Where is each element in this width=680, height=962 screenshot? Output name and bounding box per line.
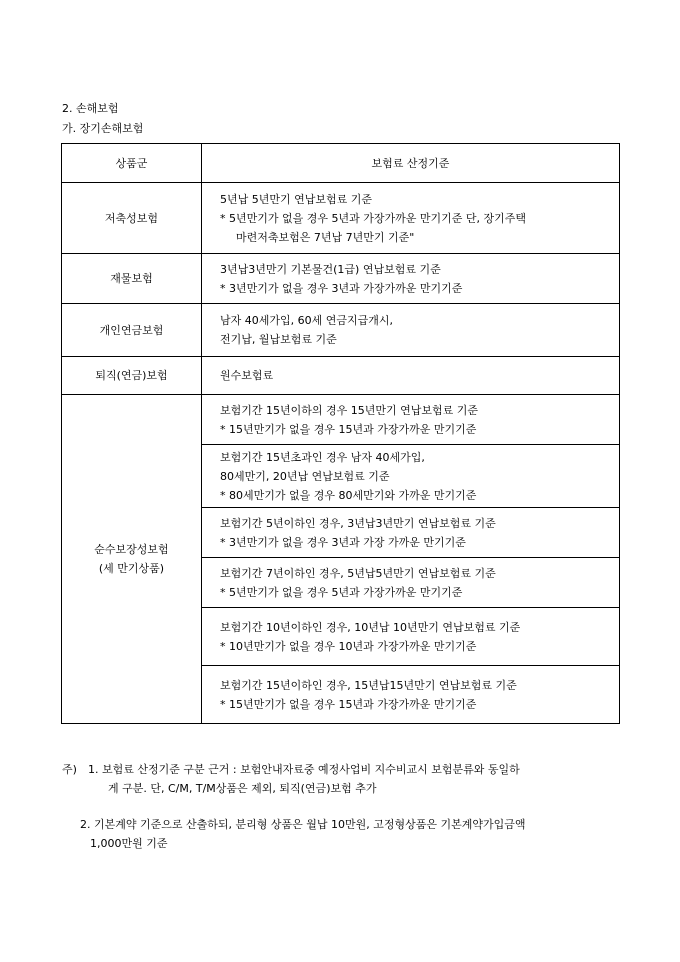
- category-sublabel: (세 만기상품): [98, 562, 165, 575]
- criteria-line: * 3년만기가 없을 경우 3년과 가장 가까운 만기기준: [220, 535, 466, 549]
- table-row: [62, 254, 620, 304]
- category-cell: [62, 357, 202, 395]
- criteria-cell: [202, 508, 620, 558]
- criteria-cell: [202, 254, 620, 304]
- footnote-line: [88, 760, 622, 779]
- table-row: [62, 304, 620, 357]
- category-label: 저축성보험: [104, 211, 159, 225]
- criteria-line: 보험기간 5년이하인 경우, 3년납3년만기 연납보험료 기준: [220, 516, 496, 530]
- footnote-item: [62, 760, 622, 798]
- table-row: [62, 183, 620, 254]
- category-label: 재물보험: [110, 272, 153, 285]
- premium-criteria-table: [61, 143, 620, 724]
- criteria-line: 보험기간 10년이하인 경우, 10년납 10년만기 연납보험료 기준: [220, 620, 521, 634]
- category-label: 퇴직(연금)보험: [95, 369, 168, 382]
- criteria-line: * 5년만기가 없을 경우 5년과 가장가까운 만기기준 단, 장기주택: [220, 211, 526, 225]
- table-row: [62, 357, 620, 395]
- category-label: 개인연금보험: [99, 323, 164, 337]
- footnote-text: 보험료 산정기준 구분 근거 : 보험안내자료중 예정사업비 지수비교시 보험분류와 동일하: [102, 763, 520, 776]
- category-cell: [62, 304, 202, 357]
- footnote-number: 1.: [88, 763, 99, 776]
- category-cell: [62, 254, 202, 304]
- footnote-marker: 주): [62, 763, 77, 776]
- criteria-line: 5년납 5년만기 연납보험료 기준: [220, 192, 372, 206]
- footnote-line: [80, 815, 622, 834]
- criteria-cell: [202, 304, 620, 357]
- criteria-line: * 5년만기가 없을 경우 5년과 가장가까운 만기기준: [220, 585, 463, 599]
- criteria-line: 남자 40세가입, 60세 연금지급개시,: [220, 314, 393, 327]
- criteria-line: * 10년만기가 없을 경우 10년과 가장가까운 만기기준: [220, 639, 477, 653]
- criteria-line: 보험기간 15년초과인 경우 남자 40세가입,: [220, 450, 425, 464]
- footnotes: [62, 760, 622, 853]
- header-product-group: 상품군: [62, 144, 202, 183]
- criteria-line: 보험기간 15년이하의 경우 15년만기 연납보험료 기준: [220, 403, 478, 417]
- criteria-line: 80세만기, 20년납 연납보험료 기준: [220, 469, 390, 483]
- criteria-line: 전기납, 월납보험료 기준: [220, 333, 337, 346]
- table-header-row: [62, 144, 620, 183]
- criteria-cell: [202, 445, 620, 508]
- criteria-cell: [202, 666, 620, 724]
- criteria-line: * 15년만기가 없을 경우 15년과 가장가까운 만기기준: [220, 422, 477, 436]
- subsection-title: 가. 장기손해보험: [62, 122, 144, 135]
- criteria-line: 마련저축보험은 7년납 7년만기 기준": [236, 230, 415, 244]
- category-cell: [62, 395, 202, 724]
- criteria-line: * 80세만기가 없을 경우 80세만기와 가까운 만기기준: [220, 488, 477, 502]
- category-label: 순수보장성보험: [94, 543, 169, 556]
- criteria-cell: [202, 608, 620, 666]
- footnote-line: 1,000만원 기준: [90, 837, 168, 850]
- footnote-line: 게 구분. 단, C/M, T/M상품은 제외, 퇴직(연금)보험 추가: [108, 782, 377, 795]
- header-premium-criteria: 보험료 산정기준: [202, 144, 620, 183]
- criteria-cell: [202, 558, 620, 608]
- footnote-item: [62, 815, 622, 853]
- section-title: 2. 손해보험: [62, 102, 119, 115]
- criteria-cell: [202, 183, 620, 254]
- criteria-cell: [202, 357, 620, 395]
- category-cell: [62, 183, 202, 254]
- criteria-line: 3년납3년만기 기본물건(1급) 연납보험료 기준: [220, 262, 441, 276]
- criteria-line: 보험기간 7년이하인 경우, 5년납5년만기 연납보험료 기준: [220, 566, 496, 580]
- footnote-number: 2.: [80, 818, 91, 831]
- criteria-line: * 3년만기가 없을 경우 3년과 가장가까운 만기기준: [220, 281, 463, 295]
- criteria-line: * 15년만기가 없을 경우 15년과 가장가까운 만기기준: [220, 697, 477, 711]
- footnote-text: 기본계약 기준으로 산출하되, 분리형 상품은 월납 10만원, 고정형상품은 기본계약가입금액: [94, 818, 526, 831]
- table-row: [62, 395, 620, 445]
- criteria-line: 보험기간 15년이하인 경우, 15년납15년만기 연납보험료 기준: [220, 678, 517, 692]
- criteria-cell: [202, 395, 620, 445]
- criteria-line: 원수보험료: [220, 369, 274, 382]
